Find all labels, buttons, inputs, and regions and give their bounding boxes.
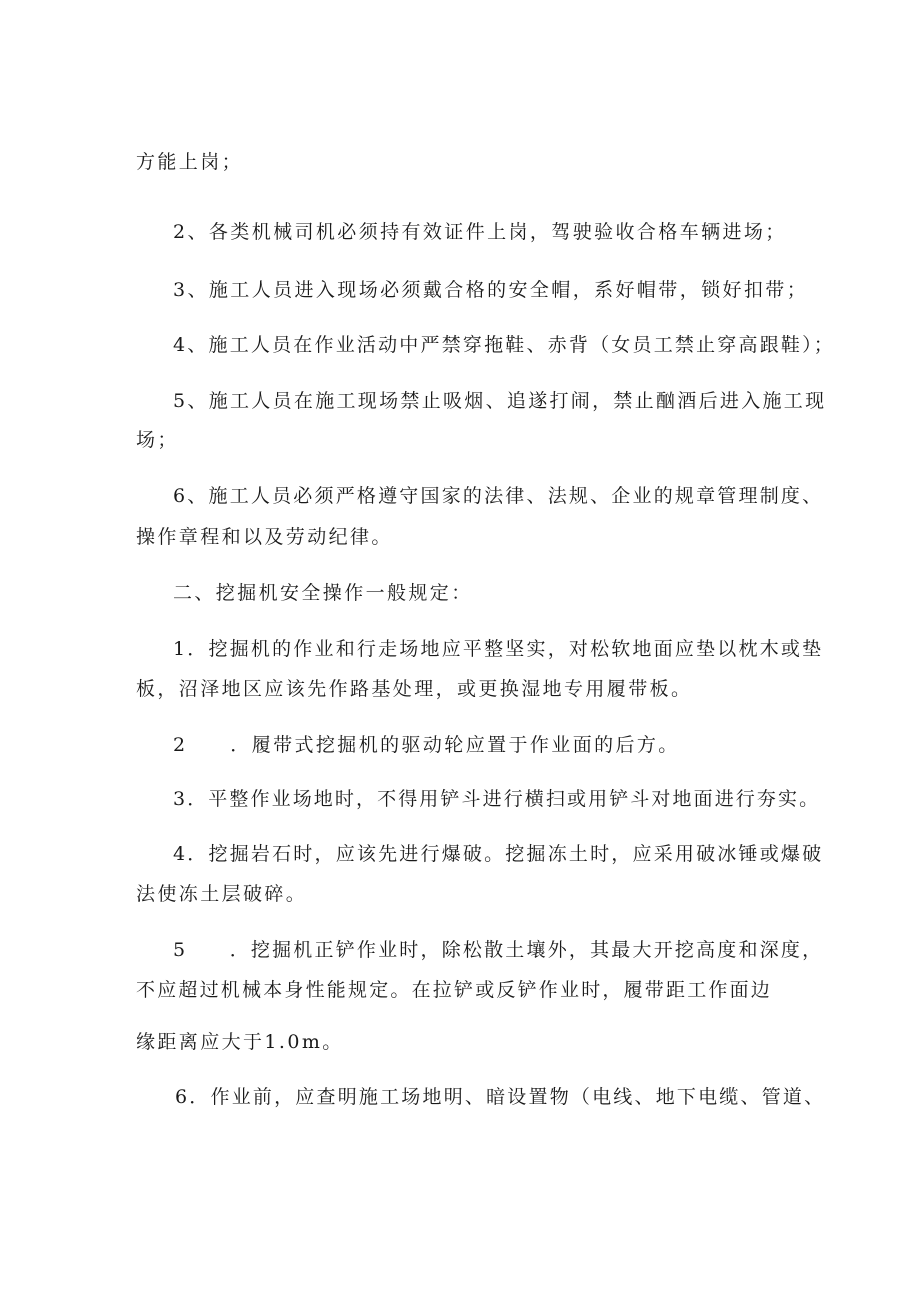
rule-item-6: 6、施工人员必须严格遵守国家的法律、法规、企业的规章管理制度、 — [173, 485, 824, 507]
regulation-item-2: 2 ．履带式挖掘机的驱动轮应置于作业面的后方。 — [173, 734, 680, 756]
rule-item-5-cont: 场； — [136, 429, 179, 451]
rule-item-4: 4、施工人员在作业活动中严禁穿拖鞋、赤背（女员工禁止穿高跟鞋）； — [173, 334, 835, 356]
regulation-item-1: 1．挖掘机的作业和行走场地应平整坚实，对松软地面应垫以枕木或垫 — [173, 638, 824, 660]
regulation-item-5-cont: 不应超过机械本身性能规定。在拉铲或反铲作业时，履带距工作面边 — [136, 979, 773, 1001]
rule-item-6-cont: 操作章程和以及劳动纪律。 — [136, 526, 393, 548]
rule-item-3: 3、施工人员进入现场必须戴合格的安全帽，系好帽带，锁好扣带； — [173, 279, 809, 301]
rule-item-5: 5、施工人员在施工现场禁止吸烟、追遂打闹，禁止酗酒后进入施工现 — [173, 390, 827, 412]
regulation-item-5-end: 缘距离应大于1.0m。 — [136, 1031, 344, 1053]
regulation-item-5: 5 ．挖掘机正铲作业时，除松散土壤外，其最大开挖高度和深度， — [173, 939, 824, 961]
regulation-item-6: 6．作业前，应查明施工场地明、暗设置物（电线、地下电缆、管道、 — [175, 1086, 826, 1108]
text-line-continuation: 方能上岗； — [136, 151, 244, 173]
section-heading: 二、挖掘机安全操作一般规定： — [173, 582, 473, 604]
regulation-item-3: 3．平整作业场地时，不得用铲斗进行横扫或用铲斗对地面进行夯实。 — [173, 788, 821, 810]
rule-item-2: 2、各类机械司机必须持有效证件上岗，驾驶验收合格车辆进场； — [173, 221, 787, 243]
regulation-item-1-cont: 板，沼泽地区应该先作路基处理，或更换湿地专用履带板。 — [136, 678, 693, 700]
regulation-item-4-cont: 法使冻土层破碎。 — [136, 883, 308, 905]
regulation-item-4: 4．挖掘岩石时，应该先进行爆破。挖掘冻土时，应采用破冰锤或爆破 — [173, 843, 824, 865]
